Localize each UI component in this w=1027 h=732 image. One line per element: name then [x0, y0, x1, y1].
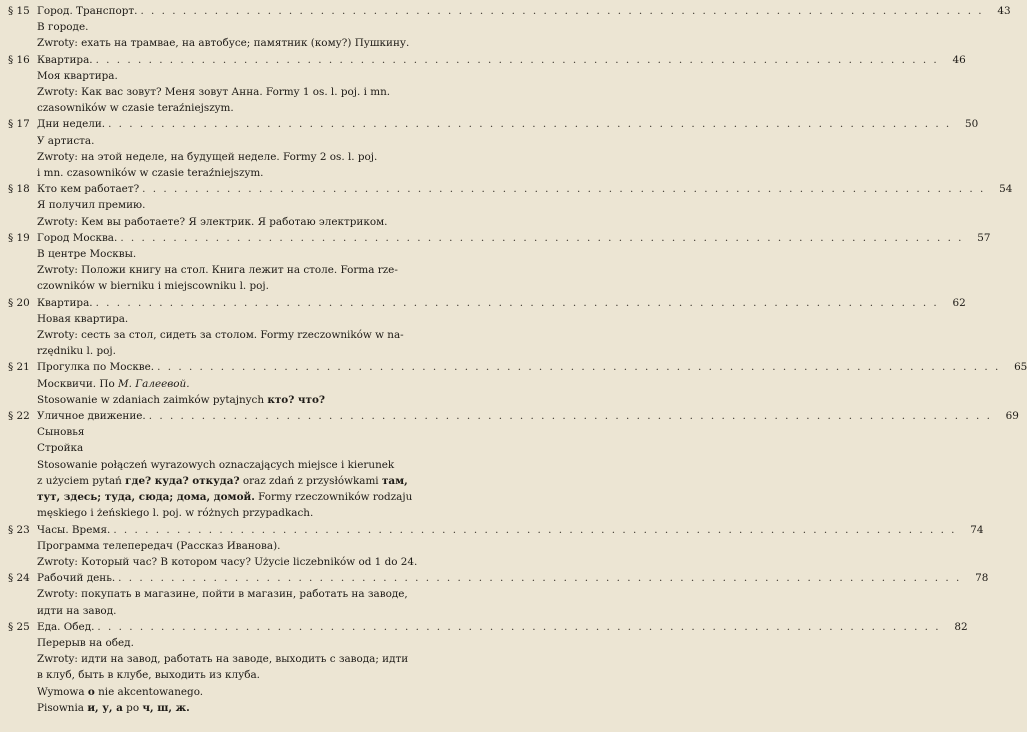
section-detail-line: Zwroty: ехать на трамвае, на автобусе; памятник (кому?) Пушкину.: [37, 37, 410, 50]
section-title: Кто кем работает?: [37, 183, 140, 196]
section-detail-line: Программа телепередач (Рассказ Иванова).: [37, 539, 281, 552]
section-detail-line: Zwroty: покупать в магазине, пойти в магазин, работать на заводе,: [37, 588, 408, 601]
bold-term: о: [87, 685, 95, 698]
section-detail-line: z użyciem pytań где? куда? откуда? oraz zdań z przysłówkami там,: [37, 474, 408, 487]
toc-section: [8, 230, 991, 295]
page-number: 57: [977, 231, 991, 244]
section-detail-line: Zwroty: Как вас зовут? Меня зовут Анна. Formy 1 os. l. poj. i mn.: [37, 86, 391, 99]
section-detail-line: В городе.: [37, 21, 89, 34]
section-number: § 22: [8, 410, 30, 423]
section-detail-line: rzędniku l. poj.: [37, 345, 116, 358]
section-detail-line: Zwroty: Кем вы работаете? Я электрик. Я работаю электриком.: [37, 215, 388, 228]
section-detail-line: Москвичи. По М. Галеевой.: [37, 377, 190, 390]
section-title: Рабочий день.: [37, 572, 116, 585]
toc-entry-heading: [8, 181, 1013, 197]
section-detail-line: Перерыв на обед.: [37, 636, 134, 649]
toc-section: [8, 359, 1027, 408]
toc-section: [8, 522, 984, 571]
bold-term: ч, ш, ж.: [142, 701, 190, 714]
section-number: § 20: [8, 296, 30, 309]
italic-author: М. Галеевой.: [118, 377, 190, 390]
toc-section: [8, 570, 989, 619]
section-number: § 15: [8, 5, 30, 17]
page-number: 65: [1014, 361, 1027, 374]
section-detail-line: Стройка: [37, 442, 84, 455]
section-number: § 17: [8, 118, 30, 131]
toc-section: [8, 181, 1013, 230]
section-number: § 21: [8, 361, 30, 374]
dot-leader: . . . . . . . . . . . . . . . . . . . . . . . . . . . . . . . . . . . . . . . . . . . . . . . . . . . . . . . . . . . . . . . . . . . . . . . . . . . . . . . .: [157, 361, 1001, 374]
section-title: Еда. Обед.: [37, 620, 95, 633]
toc-section: [8, 52, 966, 117]
page-number: 74: [970, 523, 984, 536]
section-title: Квартира.: [37, 53, 93, 66]
dot-leader: . . . . . . . . . . . . . . . . . . . . . . . . . . . . . . . . . . . . . . . . . . . . . . . . . . . . . . . . . . . . . . . . . . . . . . . . . . . . . . . .: [120, 231, 964, 244]
page-number: 50: [965, 118, 979, 131]
section-detail-line: Zwroty: Положи книгу на стол. Книга лежит на столе. Forma rze-: [37, 264, 398, 277]
toc-section: [8, 3, 1011, 52]
toc-entry-heading: [8, 295, 966, 311]
bold-term: и, у, а: [87, 701, 123, 714]
section-number: § 19: [8, 231, 30, 244]
page-number: 46: [952, 53, 966, 66]
section-detail-line: i mn. czasowników w czasie teraźniejszym.: [37, 167, 264, 180]
section-number: § 16: [8, 53, 30, 66]
section-number: § 24: [8, 572, 30, 585]
section-detail-line: идти на завод.: [37, 604, 117, 617]
section-title: Город. Транспорт.: [37, 5, 138, 17]
toc-entry-heading: [8, 3, 1011, 19]
dot-leader: . . . . . . . . . . . . . . . . . . . . . . . . . . . . . . . . . . . . . . . . . . . . . . . . . . . . . . . . . . . . . . . . . . . . . . . . . . . . . . . .: [140, 5, 984, 17]
dot-leader: . . . . . . . . . . . . . . . . . . . . . . . . . . . . . . . . . . . . . . . . . . . . . . . . . . . . . . . . . . . . . . . . . . . . . . . . . . . . . . . .: [142, 183, 986, 196]
dot-leader: . . . . . . . . . . . . . . . . . . . . . . . . . . . . . . . . . . . . . . . . . . . . . . . . . . . . . . . . . . . . . . . . . . . . . . . . . . . . . . . .: [95, 296, 939, 309]
section-title: Часы. Время.: [37, 523, 111, 536]
toc-entry-heading: [8, 408, 1019, 424]
bold-term: кто? что?: [267, 393, 325, 406]
section-number: § 25: [8, 620, 30, 633]
toc-entry-heading: [8, 116, 979, 132]
dot-leader: . . . . . . . . . . . . . . . . . . . . . . . . . . . . . . . . . . . . . . . . . . . . . . . . . . . . . . . . . . . . . . . . . . . . . . . . . . . . . . . .: [113, 523, 957, 536]
toc-section: [8, 295, 966, 360]
page-number: 62: [952, 296, 966, 309]
bold-term: где? куда? откуда?: [125, 474, 240, 487]
toc-section: [8, 408, 1019, 521]
page-number: 78: [975, 572, 989, 585]
page-number: 82: [954, 620, 968, 633]
toc-section: [8, 116, 979, 181]
section-detail-line: В центре Москвы.: [37, 248, 137, 261]
section-detail-line: Zwroty: идти на завод, работать на заводе, выходить с завода; идти: [37, 653, 409, 666]
section-detail-line: Zwroty: на этой неделе, на будущей неделе. Formy 2 os. l. poj.: [37, 150, 378, 163]
section-detail-line: Моя квартира.: [37, 69, 118, 82]
section-title: Дни недели.: [37, 118, 106, 131]
section-detail-line: męskiego i żeńskiego l. poj. w różnych przypadkach.: [37, 507, 314, 520]
section-number: § 23: [8, 523, 30, 536]
section-detail-line: Stosowanie w zdaniach zaimków pytajnych кто? что?: [37, 393, 325, 406]
section-detail-line: У артиста.: [37, 134, 95, 147]
dot-leader: . . . . . . . . . . . . . . . . . . . . . . . . . . . . . . . . . . . . . . . . . . . . . . . . . . . . . . . . . . . . . . . . . . . . . . . . . . . . . . . .: [97, 620, 941, 633]
section-detail-line: czowników w bierniku i miejscowniku l. poj.: [37, 280, 269, 293]
section-detail-line: czasowników w czasie teraźniejszym.: [37, 102, 234, 115]
dot-leader: . . . . . . . . . . . . . . . . . . . . . . . . . . . . . . . . . . . . . . . . . . . . . . . . . . . . . . . . . . . . . . . . . . . . . . . . . . . . . . . .: [148, 410, 992, 423]
toc-section: [8, 619, 968, 716]
section-title: Квартира.: [37, 296, 93, 309]
section-detail-line: Pisownia и, у, а po ч, ш, ж.: [37, 701, 190, 714]
bold-term: тут, здесь; туда, сюда; дома, домой.: [37, 491, 255, 504]
page-number: 69: [1005, 410, 1019, 423]
section-detail-line: Zwroty: сесть за стол, сидеть за столом. Formy rzeczowników w na-: [37, 329, 404, 342]
section-detail-line: Я получил премию.: [37, 199, 146, 212]
toc-entry-heading: [8, 570, 989, 586]
toc-entry-heading: [8, 230, 991, 246]
toc-entry-heading: [8, 522, 984, 538]
toc-entry-heading: [8, 52, 966, 68]
section-detail-line: в клуб, быть в клубе, выходить из клуба.: [37, 669, 260, 682]
bold-term: там,: [381, 474, 408, 487]
dot-leader: . . . . . . . . . . . . . . . . . . . . . . . . . . . . . . . . . . . . . . . . . . . . . . . . . . . . . . . . . . . . . . . . . . . . . . . . . . . . . . . .: [118, 572, 962, 585]
toc-entry-heading: [8, 619, 968, 635]
section-detail-line: тут, здесь; туда, сюда; дома, домой. Formy rzeczowników rodzaju: [37, 491, 413, 504]
section-detail-line: Zwroty: Который час? В котором часу? Użycie liczebników od 1 do 24.: [37, 555, 418, 568]
section-detail-line: Сыновья: [37, 426, 85, 439]
page-number: 54: [999, 183, 1013, 196]
page-number: 43: [997, 5, 1011, 17]
section-detail-line: Stosowanie połączeń wyrazowych oznaczających miejsce i kierunek: [37, 458, 395, 471]
section-title: Прогулка по Москве.: [37, 361, 155, 374]
section-detail-line: Новая квартира.: [37, 312, 129, 325]
toc-entry-heading: [8, 359, 1027, 375]
dot-leader: . . . . . . . . . . . . . . . . . . . . . . . . . . . . . . . . . . . . . . . . . . . . . . . . . . . . . . . . . . . . . . . . . . . . . . . . . . . . . . . .: [108, 118, 952, 131]
section-detail-line: Wymowa о nie akcentowanego.: [37, 685, 204, 698]
section-title: Город Москва.: [37, 231, 118, 244]
section-title: Уличное движение.: [37, 410, 146, 423]
dot-leader: . . . . . . . . . . . . . . . . . . . . . . . . . . . . . . . . . . . . . . . . . . . . . . . . . . . . . . . . . . . . . . . . . . . . . . . . . . . . . . . .: [95, 53, 939, 66]
section-number: § 18: [8, 183, 30, 196]
